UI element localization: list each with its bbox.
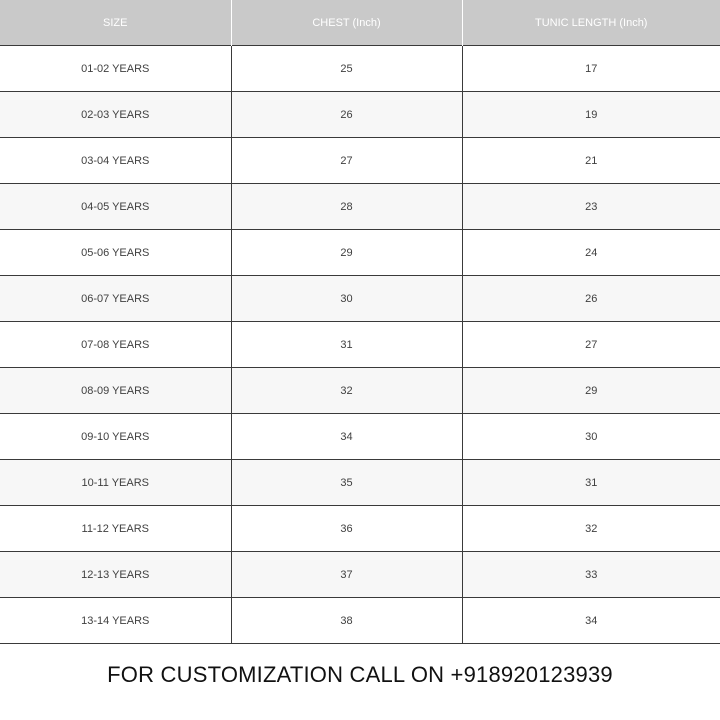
cell-chest: 37: [231, 552, 462, 598]
header-size: SIZE: [0, 0, 231, 46]
cell-chest: 29: [231, 230, 462, 276]
cell-size: 07-08 YEARS: [0, 322, 231, 368]
header-chest: CHEST (Inch): [231, 0, 462, 46]
cell-tunic-length: 24: [462, 230, 720, 276]
cell-size: 05-06 YEARS: [0, 230, 231, 276]
cell-size: 02-03 YEARS: [0, 92, 231, 138]
table-row: [0, 414, 720, 460]
cell-tunic-length: 23: [462, 184, 720, 230]
cell-tunic-length: 29: [462, 368, 720, 414]
cell-tunic-length: 34: [462, 598, 720, 644]
table-row: [0, 46, 720, 92]
cell-size: 12-13 YEARS: [0, 552, 231, 598]
table-row: [0, 138, 720, 184]
table-row: [0, 322, 720, 368]
cell-size: 08-09 YEARS: [0, 368, 231, 414]
cell-size: 11-12 YEARS: [0, 506, 231, 552]
cell-tunic-length: 17: [462, 46, 720, 92]
cell-chest: 36: [231, 506, 462, 552]
cell-tunic-length: 19: [462, 92, 720, 138]
cell-chest: 31: [231, 322, 462, 368]
cell-size: 01-02 YEARS: [0, 46, 231, 92]
cell-tunic-length: 32: [462, 506, 720, 552]
cell-chest: 28: [231, 184, 462, 230]
cell-size: 04-05 YEARS: [0, 184, 231, 230]
cell-size: 06-07 YEARS: [0, 276, 231, 322]
table-row: [0, 184, 720, 230]
cell-tunic-length: 33: [462, 552, 720, 598]
customization-contact-note: FOR CUSTOMIZATION CALL ON +918920123939: [107, 662, 613, 687]
table-header-row: [0, 0, 720, 46]
cell-chest: 25: [231, 46, 462, 92]
table-row: [0, 368, 720, 414]
cell-chest: 35: [231, 460, 462, 506]
cell-chest: 30: [231, 276, 462, 322]
header-tunic-length: TUNIC LENGTH (Inch): [462, 0, 720, 46]
cell-size: 13-14 YEARS: [0, 598, 231, 644]
cell-chest: 26: [231, 92, 462, 138]
table-row: [0, 506, 720, 552]
cell-chest: 34: [231, 414, 462, 460]
table-row: [0, 552, 720, 598]
cell-tunic-length: 27: [462, 322, 720, 368]
cell-size: 03-04 YEARS: [0, 138, 231, 184]
table-row: [0, 460, 720, 506]
cell-tunic-length: 30: [462, 414, 720, 460]
table-row: [0, 276, 720, 322]
cell-chest: 38: [231, 598, 462, 644]
cell-tunic-length: 26: [462, 276, 720, 322]
table-row: [0, 598, 720, 644]
table-row: [0, 92, 720, 138]
cell-tunic-length: 31: [462, 460, 720, 506]
cell-chest: 27: [231, 138, 462, 184]
cell-chest: 32: [231, 368, 462, 414]
cell-tunic-length: 21: [462, 138, 720, 184]
cell-size: 09-10 YEARS: [0, 414, 231, 460]
table-row: [0, 230, 720, 276]
cell-size: 10-11 YEARS: [0, 460, 231, 506]
